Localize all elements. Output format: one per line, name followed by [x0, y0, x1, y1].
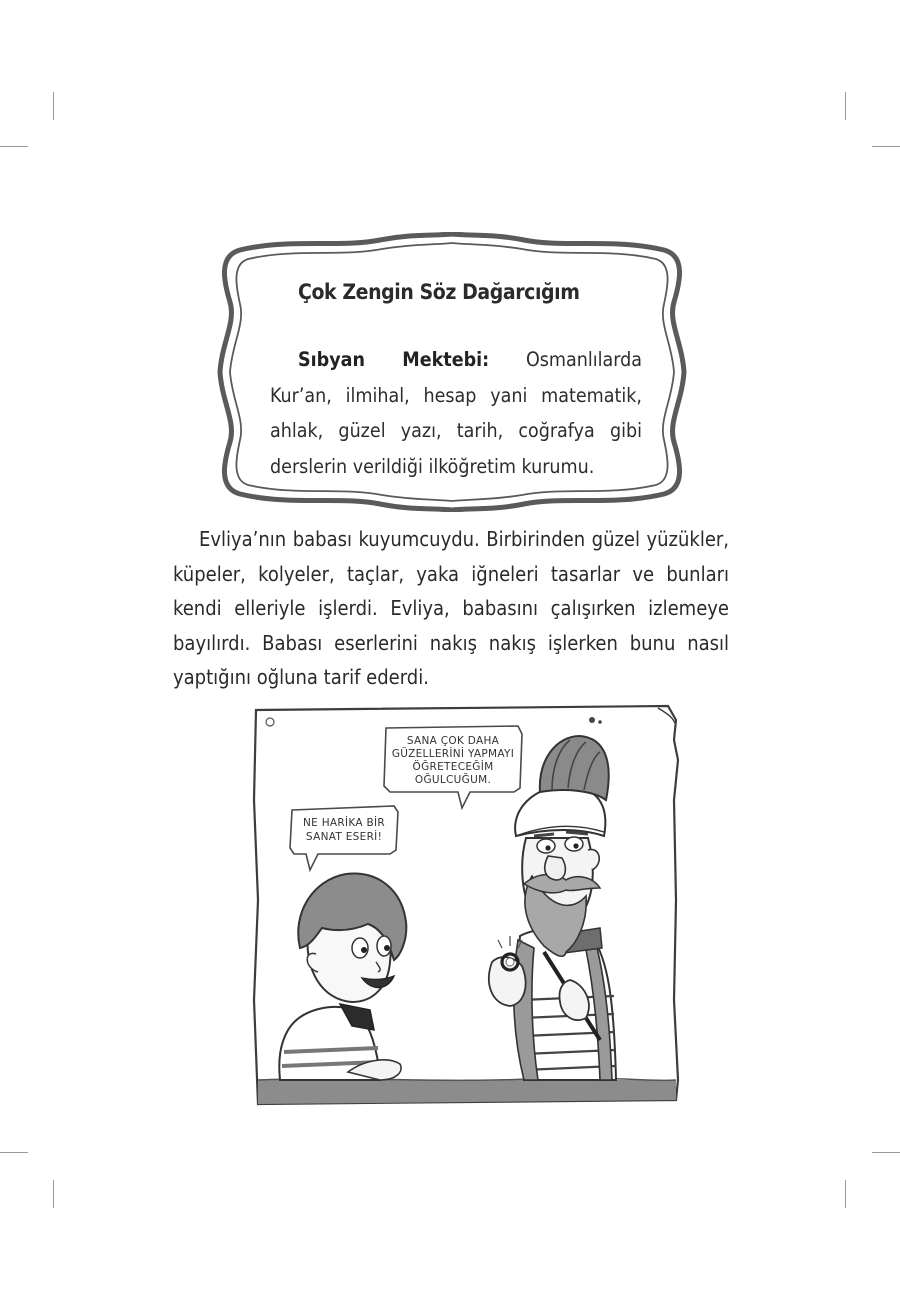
vocabulary-definition [270, 342, 642, 484]
father-bubble-line: SANA ÇOK DAHA [406, 735, 500, 747]
father-bubble-line: GÜZELLERİNİ YAPMAYI [391, 748, 515, 760]
crop-mark [845, 1180, 846, 1208]
crop-mark [872, 1152, 900, 1153]
crop-mark [872, 146, 900, 147]
story-paragraph: Evliya’nın babası kuyumcuydu. Birbirinden güzel yüzükler, küpeler, kolyeler, taçlar, yaka iğneleri tasarlar ve bunları kendi elleriyle işlerdi. Evliya, babasını çalışırken izlemeye bayılırdı. Babası eserlerini nakış nakış işlerken bunu nasıl yaptığını oğluna tarif ederdi. [173, 527, 729, 690]
vocabulary-definition-text: Osmanlılarda Kur’an, ilmihal, hesap yani matematik, ahlak, güzel yazı, tarih, coğrafya gibi derslerin verildiği ilköğretim kurumu. [270, 348, 642, 478]
vocabulary-title: Çok Zengin Söz Dağarcığım [298, 280, 580, 304]
crop-mark [53, 1180, 54, 1208]
boy-bubble-line: NE HARİKA BİR [302, 817, 386, 829]
crop-mark [53, 92, 54, 120]
crop-mark [845, 92, 846, 120]
vocabulary-term: Sıbyan Mektebi: [298, 348, 490, 371]
crop-mark [0, 1152, 28, 1153]
father-bubble-line: ÖĞRETECEĞİM [412, 761, 494, 773]
father-bubble-line: OĞULCUĞUM. [414, 774, 492, 786]
cartoon-illustration [248, 700, 688, 1110]
boy-bubble-line: SANAT ESERİ! [305, 831, 383, 843]
crop-mark [0, 146, 28, 147]
